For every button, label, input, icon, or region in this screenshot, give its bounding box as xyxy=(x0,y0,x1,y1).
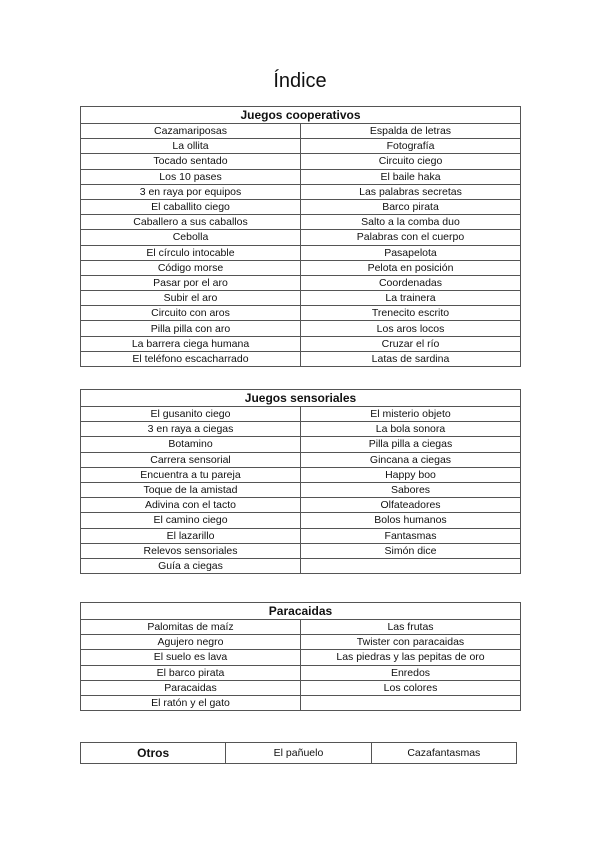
table-cell: El misterio objeto xyxy=(301,407,521,422)
table-cell: El ratón y el gato xyxy=(81,695,301,710)
table-cell: Circuito con aros xyxy=(81,306,301,321)
section-table-paracaidas xyxy=(80,602,521,711)
table-cell: La bola sonora xyxy=(301,422,521,437)
section-table-otros xyxy=(80,742,517,764)
table-cell: Tocado sentado xyxy=(81,154,301,169)
table-cell: Olfateadores xyxy=(301,498,521,513)
table-cell: Barco pirata xyxy=(301,199,521,214)
table-cell: Cazafantasmas xyxy=(371,743,516,764)
table-row xyxy=(81,230,521,245)
table-row xyxy=(81,306,521,321)
table-row xyxy=(81,482,521,497)
table-row xyxy=(81,620,521,635)
table-cell: El caballito ciego xyxy=(81,199,301,214)
table-cell: Pelota en posición xyxy=(301,260,521,275)
section-heading: Paracaidas xyxy=(81,603,521,620)
table-cell: El círculo intocable xyxy=(81,245,301,260)
table-row xyxy=(81,139,521,154)
table-cell: Las palabras secretas xyxy=(301,184,521,199)
table-cell: El gusanito ciego xyxy=(81,407,301,422)
table-row xyxy=(81,543,521,558)
table-cell: Cazamariposas xyxy=(81,124,301,139)
table-cell: Cruzar el río xyxy=(301,336,521,351)
table-cell: Simón dice xyxy=(301,543,521,558)
table-cell: Fantasmas xyxy=(301,528,521,543)
table-row xyxy=(81,452,521,467)
table-row xyxy=(81,513,521,528)
page-title: Índice xyxy=(273,70,327,92)
table-cell: Espalda de letras xyxy=(301,124,521,139)
table-cell: El baile haka xyxy=(301,169,521,184)
table-cell: Fotografía xyxy=(301,139,521,154)
table-row xyxy=(81,422,521,437)
table-row xyxy=(81,528,521,543)
table-cell: Enredos xyxy=(301,665,521,680)
table-cell: Twister con paracaidas xyxy=(301,635,521,650)
table-cell: Carrera sensorial xyxy=(81,452,301,467)
table-cell: El teléfono escacharrado xyxy=(81,351,301,366)
section-heading: Otros xyxy=(81,743,226,764)
table-cell: Cebolla xyxy=(81,230,301,245)
table-cell: Pasar por el aro xyxy=(81,275,301,290)
table-cell: Trenecito escrito xyxy=(301,306,521,321)
table-row xyxy=(81,291,521,306)
table-row xyxy=(81,275,521,290)
table-cell: Happy boo xyxy=(301,467,521,482)
table-cell: Los colores xyxy=(301,680,521,695)
table-cell: Los aros locos xyxy=(301,321,521,336)
table-cell: Guía a ciegas xyxy=(81,558,301,573)
table-cell: Gincana a ciegas xyxy=(301,452,521,467)
table-row xyxy=(81,245,521,260)
table-cell: 3 en raya a ciegas xyxy=(81,422,301,437)
table-row xyxy=(81,321,521,336)
table-row xyxy=(81,498,521,513)
section-table-sensoriales xyxy=(80,389,521,574)
table-cell: Los 10 pases xyxy=(81,169,301,184)
table-cell: La trainera xyxy=(301,291,521,306)
table-row xyxy=(81,635,521,650)
table-cell: La barrera ciega humana xyxy=(81,336,301,351)
table-row xyxy=(81,124,521,139)
table-cell: Caballero a sus caballos xyxy=(81,215,301,230)
table-cell: Paracaidas xyxy=(81,680,301,695)
table-row xyxy=(81,154,521,169)
table-row xyxy=(81,215,521,230)
table-row xyxy=(81,680,521,695)
table-cell: Bolos humanos xyxy=(301,513,521,528)
table-row xyxy=(81,437,521,452)
table-cell: Pilla pilla con aro xyxy=(81,321,301,336)
table-cell: El barco pirata xyxy=(81,665,301,680)
table-cell: Coordenadas xyxy=(301,275,521,290)
table-cell: Las frutas xyxy=(301,620,521,635)
table-cell: Encuentra a tu pareja xyxy=(81,467,301,482)
table-cell: Pasapelota xyxy=(301,245,521,260)
table-row xyxy=(81,665,521,680)
section-heading: Juegos cooperativos xyxy=(81,107,521,124)
table-row xyxy=(81,351,521,366)
table-cell: Las piedras y las pepitas de oro xyxy=(301,650,521,665)
table-row xyxy=(81,199,521,214)
table-cell xyxy=(301,695,521,710)
table-cell: El pañuelo xyxy=(226,743,371,764)
table-row xyxy=(81,184,521,199)
table-cell: Adivina con el tacto xyxy=(81,498,301,513)
table-cell: El camino ciego xyxy=(81,513,301,528)
table-cell: Circuito ciego xyxy=(301,154,521,169)
table-cell xyxy=(301,558,521,573)
table-row xyxy=(81,407,521,422)
table-cell: Relevos sensoriales xyxy=(81,543,301,558)
table-cell: Palomitas de maíz xyxy=(81,620,301,635)
table-row xyxy=(81,260,521,275)
table-cell: El suelo es lava xyxy=(81,650,301,665)
table-cell: Subir el aro xyxy=(81,291,301,306)
section-heading: Juegos sensoriales xyxy=(81,390,521,407)
table-row xyxy=(81,169,521,184)
table-row xyxy=(81,336,521,351)
table-cell: Agujero negro xyxy=(81,635,301,650)
table-cell: Botamino xyxy=(81,437,301,452)
table-cell: Latas de sardina xyxy=(301,351,521,366)
table-cell: El lazarillo xyxy=(81,528,301,543)
table-cell: Salto a la comba duo xyxy=(301,215,521,230)
table-cell: Toque de la amistad xyxy=(81,482,301,497)
table-row xyxy=(81,467,521,482)
table-cell: Pilla pilla a ciegas xyxy=(301,437,521,452)
table-row xyxy=(81,558,521,573)
table-row xyxy=(81,695,521,710)
table-cell: Código morse xyxy=(81,260,301,275)
table-row xyxy=(81,650,521,665)
section-table-cooperativos xyxy=(80,106,521,367)
table-cell: Palabras con el cuerpo xyxy=(301,230,521,245)
table-cell: Sabores xyxy=(301,482,521,497)
table-cell: La ollita xyxy=(81,139,301,154)
table-cell: 3 en raya por equipos xyxy=(81,184,301,199)
